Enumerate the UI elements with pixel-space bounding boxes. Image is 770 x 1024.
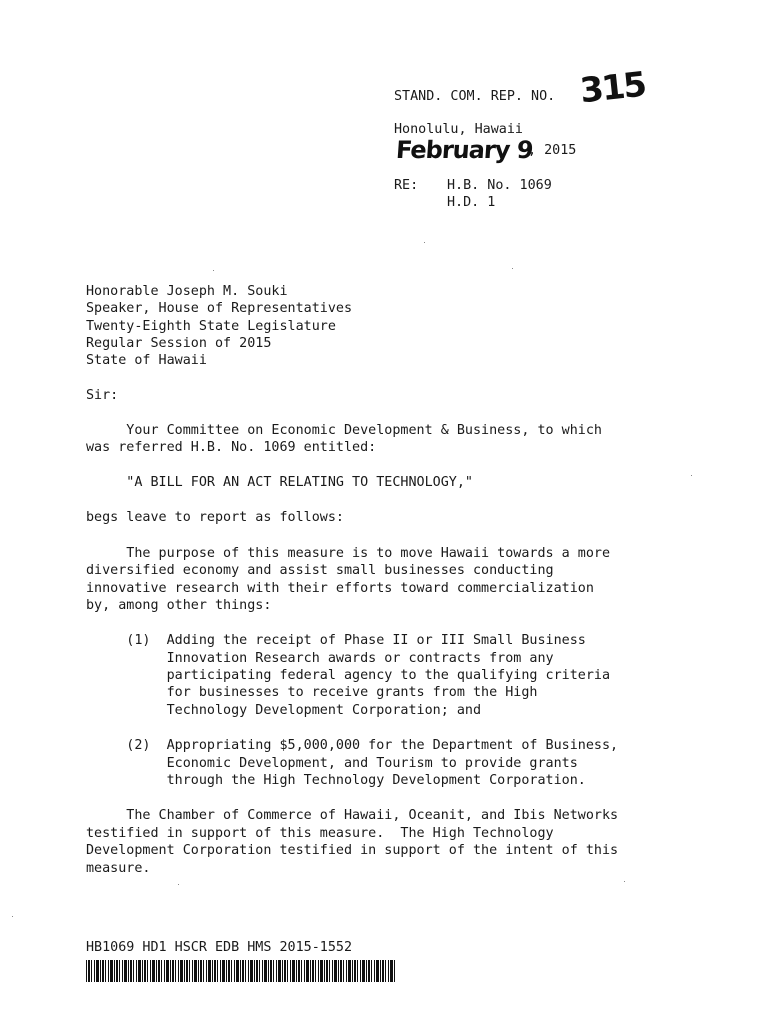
- scan-speck: [624, 881, 625, 882]
- purpose-line: innovative research with their efforts toward commercialization: [86, 581, 594, 596]
- testimony-line: testified in support of this measure. The High Technology: [86, 826, 554, 841]
- purpose-line: The purpose of this measure is to move Hawaii towards a more: [86, 546, 611, 561]
- addressee-title: Speaker, House of Representatives: [86, 301, 353, 316]
- scan-speck: [178, 884, 179, 885]
- year: , 2015: [528, 143, 577, 158]
- list-item-2: Economic Development, and Tourism to provide grants: [86, 756, 578, 771]
- list-item-1: Innovation Research awards or contracts from any: [86, 651, 554, 666]
- testimony-line: The Chamber of Commerce of Hawaii, Oceanit, and Ibis Networks: [86, 808, 619, 823]
- bill-title: "A BILL FOR AN ACT RELATING TO TECHNOLOGY,": [86, 475, 473, 490]
- list-item-2: (2) Appropriating $5,000,000 for the Department of Business,: [86, 738, 619, 753]
- list-item-1: (1) Adding the receipt of Phase II or III Small Business: [86, 633, 586, 648]
- scan-speck: [691, 475, 692, 476]
- date-handwritten: February 9: [395, 136, 534, 164]
- purpose-line: diversified economy and assist small businesses conducting: [86, 563, 554, 578]
- bill-number: H.B. No. 1069: [447, 178, 552, 193]
- begs-leave: begs leave to report as follows:: [86, 510, 344, 525]
- list-item-2: through the High Technology Development Corporation.: [86, 773, 586, 788]
- addressee-session: Regular Session of 2015: [86, 336, 272, 351]
- testimony-line: measure.: [86, 861, 151, 876]
- scan-speck: [213, 270, 214, 271]
- stand-com-rep-label: STAND. COM. REP. NO.: [394, 89, 556, 104]
- intro-line: Your Committee on Economic Development & Business, to which: [86, 423, 602, 438]
- barcode: [86, 960, 396, 982]
- scan-speck: [12, 916, 13, 917]
- document-code: HB1069 HD1 HSCR EDB HMS 2015-1552: [86, 940, 353, 955]
- scan-speck: [424, 242, 425, 243]
- intro-line: was referred H.B. No. 1069 entitled:: [86, 440, 377, 455]
- re-label: RE:: [394, 178, 419, 193]
- scan-speck: [512, 268, 513, 269]
- draft-number: H.D. 1: [447, 195, 496, 210]
- stand-com-rep-number: 315: [578, 64, 647, 112]
- list-item-1: Technology Development Corporation; and: [86, 703, 482, 718]
- testimony-line: Development Corporation testified in support of the intent of this: [86, 843, 619, 858]
- addressee-name: Honorable Joseph M. Souki: [86, 284, 288, 299]
- location: Honolulu, Hawaii: [394, 122, 523, 137]
- list-item-1: for businesses to receive grants from the High: [86, 685, 538, 700]
- addressee-state: State of Hawaii: [86, 353, 207, 368]
- addressee-legislature: Twenty-Eighth State Legislature: [86, 319, 336, 334]
- salutation: Sir:: [86, 388, 119, 403]
- list-item-1: participating federal agency to the qualifying criteria: [86, 668, 611, 683]
- purpose-line: by, among other things:: [86, 598, 272, 613]
